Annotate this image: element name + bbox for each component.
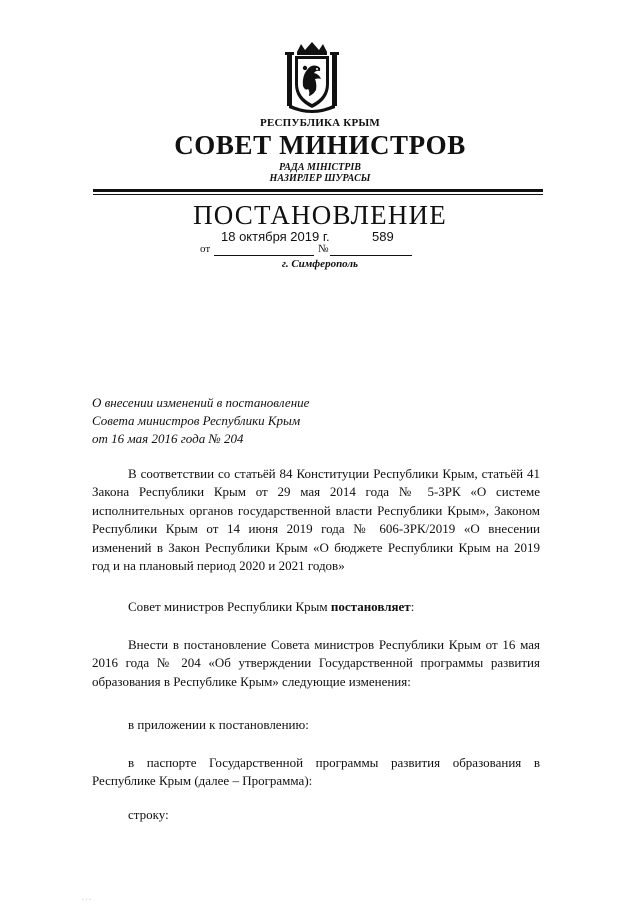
resolves-lead: Совет министров Республики Крым	[128, 599, 331, 614]
body-paragraph-preamble: В соответствии со статьёй 84 Конституции Республики Крым, статьёй 41 Закона Республики Крым от 29 мая 2014 года № 5-ЗРК «О системе исполнительных органов государственной власти Республики Крым», Законом Республики Крым от 14 июня 2019 года № 606-ЗРК/2019 «О внесении изменений в Закон Республики Крым «О бюджете Республики Крым на 2019 год и на плановый период 2020 и 2021 годов»	[92, 466, 540, 574]
subject-block	[92, 394, 422, 448]
scan-artifact: · · ·	[82, 897, 91, 903]
subject-line: Совета министров Республики Крым	[92, 413, 301, 428]
body-paragraph-resolves	[92, 598, 540, 616]
date-underline	[214, 255, 314, 256]
handwritten-number: 589	[372, 229, 394, 244]
number-underline	[330, 255, 412, 256]
body-paragraph-row: строку:	[128, 807, 169, 822]
subject-line: О внесении изменений в постановление	[92, 395, 310, 410]
date-line	[200, 243, 432, 259]
date-prefix: от	[200, 243, 211, 255]
header-council: СОВЕТ МИНИСТРОВ	[174, 130, 466, 160]
header-republic: РЕСПУБЛИКА КРЫМ	[260, 117, 380, 129]
body-paragraph-annex: в приложении к постановлению:	[128, 717, 309, 732]
header-council-crimean-tatar: НАЗИРЛЕР ШУРАСЫ	[269, 173, 371, 184]
document-city: г. Симферополь	[281, 258, 359, 270]
header-council-ukrainian: РАДА МІНІСТРІВ	[279, 162, 361, 173]
header-divider-thin	[93, 194, 543, 195]
resolves-keyword: постановляет	[330, 599, 411, 614]
subject-line: от 16 мая 2016 года № 204	[92, 431, 244, 446]
resolves-tail: :	[410, 599, 415, 614]
header-divider-thick	[93, 189, 543, 192]
crimea-coat-of-arms-icon	[283, 40, 341, 114]
body-paragraph-passport: в паспорте Государственной программы развития образования в Республике Крым (далее – Программа):	[92, 755, 540, 789]
handwritten-date: 18 октября 2019 г.	[221, 229, 330, 244]
body-paragraph-amend: Внести в постановление Совета министров Республики Крым от 16 мая 2016 года № 204 «Об утверждении Государственной программы развития образования в Республике Крым» следующие изменения:	[92, 637, 540, 689]
document-type: ПОСТАНОВЛЕНИЕ	[193, 200, 447, 230]
number-sign: №	[318, 243, 329, 255]
